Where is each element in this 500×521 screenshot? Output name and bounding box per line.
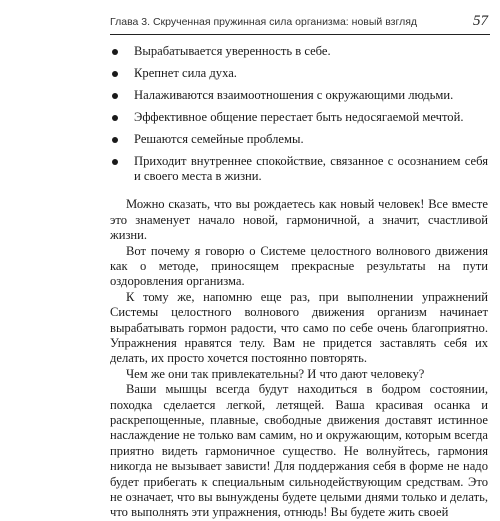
page-body xyxy=(110,44,488,521)
list-item-text: Эффективное общение перестает быть недосягаемой мечтой. xyxy=(134,109,464,124)
chapter-title: Глава 3. Скрученная пружинная сила организма: новый взгляд xyxy=(110,16,418,28)
list-item-text: Приходит внутреннее спокойствие, связанное с осознанием себя и своего места в жизни. xyxy=(134,153,488,183)
paragraph: Вот почему я говорю о Системе целостного волнового движения как о методе, приносящем прекрасные результаты на пути оздоровления организма. xyxy=(110,243,488,289)
bullet-icon xyxy=(112,159,118,165)
page-number: 57 xyxy=(473,13,488,29)
paragraph: Чем же они так привлекательны? И что дают человеку? xyxy=(126,366,425,381)
bullet-icon xyxy=(112,49,118,55)
running-header xyxy=(110,14,490,35)
paragraph: Можно сказать, что вы рождаетесь как новый человек! Все вместе это знаменует начало новой, гармоничной, а значит, счастливой жизни. xyxy=(110,197,488,243)
bullet-list xyxy=(110,44,488,184)
bullet-icon xyxy=(112,137,118,143)
paragraph: Ваши мышцы всегда будут находиться в бодром состоянии, походка сделается легкой, летящей. Ваша красивая осанка и раскрепощенные, плавные, свободные движения доставят истинное наслаждение не только вам самим, но и окружающим, которым всегда приятно видеть гармоничное существо. Не волнуйтесь, гармония никогда не вызывает зависти! Для поддержания себя в форме не надо будет прибегать к специальным сильнодействующим средствам. Это не означает, что вы вынуждены будете целыми днями только и делать, что выполнять эти упражнения, отнюдь! Вы будете жить своей xyxy=(110,382,488,520)
list-item xyxy=(110,88,488,103)
bullet-icon xyxy=(112,115,118,121)
list-item-text: Налаживаются взаимоотношения с окружающими людьми. xyxy=(134,87,454,102)
list-item xyxy=(110,154,488,185)
list-item xyxy=(110,110,488,125)
list-item-text: Решаются семейные проблемы. xyxy=(134,131,304,146)
list-item-text: Крепнет сила духа. xyxy=(134,65,237,80)
list-item xyxy=(110,132,488,147)
list-item xyxy=(110,66,488,81)
list-item xyxy=(110,44,488,59)
list-item-text: Вырабатывается уверенность в себе. xyxy=(134,44,331,58)
bullet-icon xyxy=(112,71,118,77)
bullet-icon xyxy=(112,93,118,99)
paragraph: К тому же, напомню еще раз, при выполнении упражнений Системы целостного волнового движения организм начинает вырабатывать гормон радости, что само по себе очень благоприятно. Упражнения нравятся телу. Вам не придется заставлять себя их делать, их просто хочется постоянно повторять. xyxy=(110,289,488,366)
